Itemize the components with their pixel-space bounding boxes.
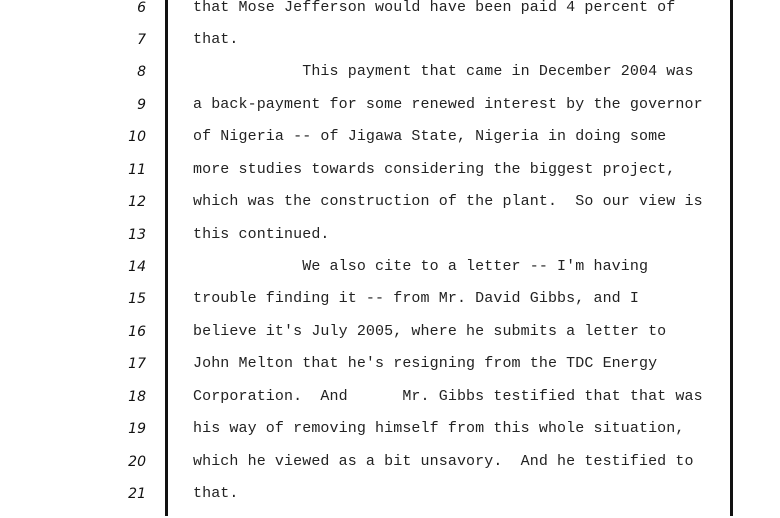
line-number: 19 [128,421,146,437]
line-number: 20 [128,454,146,470]
transcript-line [0,389,780,421]
transcript-line [0,291,780,323]
transcript-line [0,421,780,453]
line-number: 15 [128,291,146,307]
line-text: John Melton that he's resigning from the TDC Energy [193,355,658,372]
line-text: This payment that came in December 2004 was [193,63,694,80]
transcript-line [0,0,780,32]
line-text: that. [193,31,239,48]
line-text: believe it's July 2005, where he submits a letter to [193,323,667,340]
line-number: 18 [128,389,146,405]
line-number: 17 [128,356,146,372]
line-text: that. [193,485,239,502]
line-number: 11 [128,162,146,178]
line-text: of Nigeria -- of Jigawa State, Nigeria in doing some [193,128,667,145]
line-text: more studies towards considering the biggest project, [193,161,676,178]
line-text: that Mose Jefferson would have been paid 4 percent of [193,0,676,16]
line-text: his way of removing himself from this whole situation, [193,420,685,437]
line-text: a back-payment for some renewed interest by the governor [193,96,703,113]
transcript-line [0,32,780,64]
line-number: 8 [137,64,146,80]
transcript-line [0,454,780,486]
transcript-line [0,194,780,226]
transcript-line [0,97,780,129]
line-text: We also cite to a letter -- I'm having [193,258,649,275]
line-number: 12 [128,194,146,210]
line-number: 13 [128,227,146,243]
line-number: 7 [137,32,146,48]
line-text: which he viewed as a bit unsavory. And he testified to [193,453,694,470]
transcript-line [0,227,780,259]
transcript-line [0,324,780,356]
line-number: 21 [128,486,146,502]
transcript-line [0,356,780,388]
line-number: 6 [137,0,146,16]
transcript-line [0,129,780,161]
line-number: 16 [128,324,146,340]
line-text: trouble finding it -- from Mr. David Gibbs, and I [193,290,639,307]
line-number: 10 [128,129,146,145]
line-text: which was the construction of the plant. So our view is [193,193,703,210]
line-number: 9 [137,97,146,113]
transcript-line [0,486,780,518]
transcript-line [0,259,780,291]
line-number: 14 [128,259,146,275]
line-text: this continued. [193,226,330,243]
line-text: Corporation. And Mr. Gibbs testified that that was [193,388,703,405]
transcript-line [0,162,780,194]
transcript-line [0,64,780,96]
